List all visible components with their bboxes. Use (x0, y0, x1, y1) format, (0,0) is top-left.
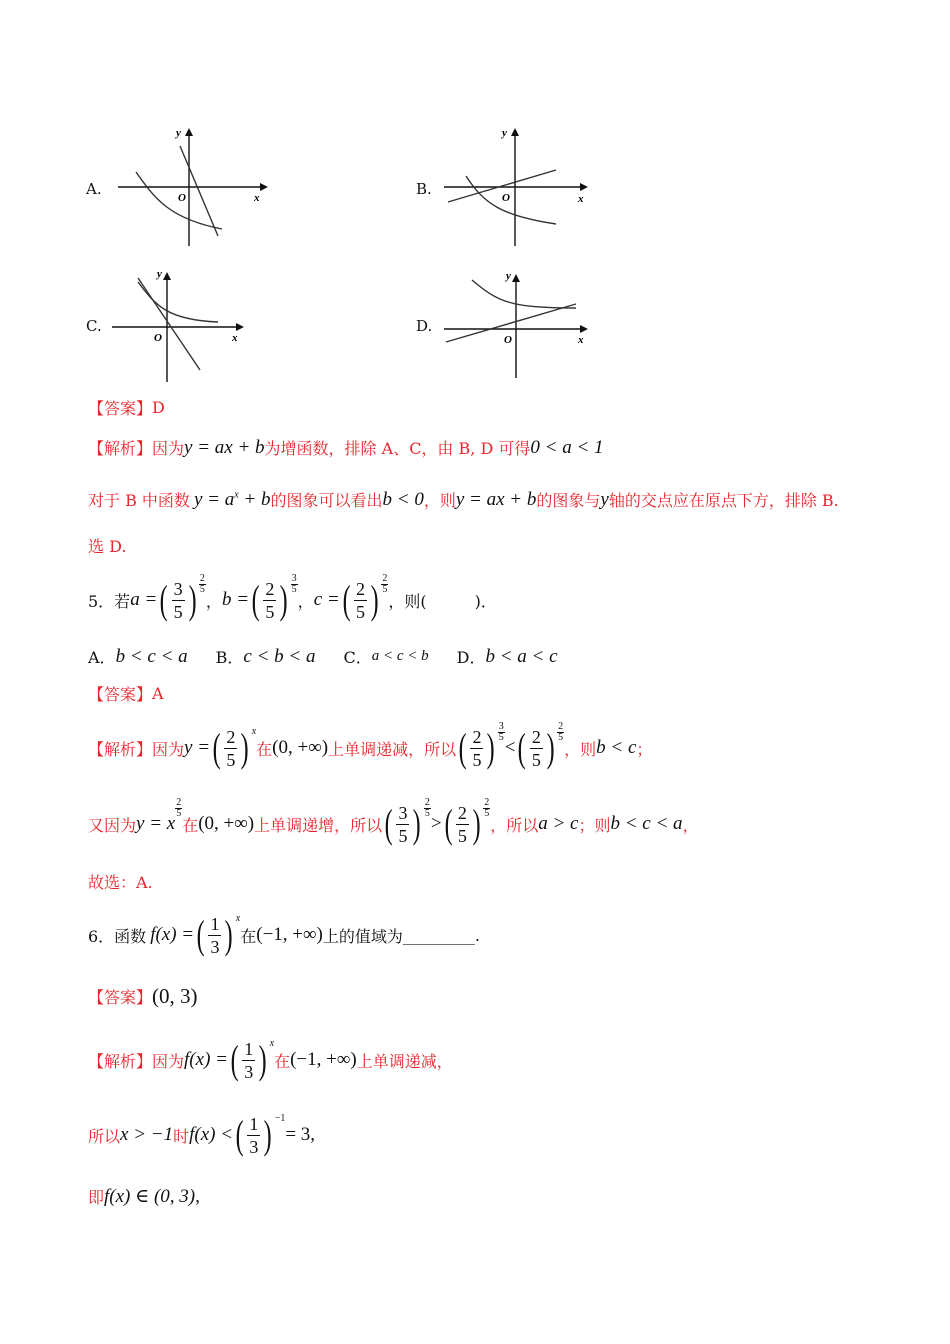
q5-text: 故选：A. (88, 873, 153, 892)
svg-text:y: y (506, 270, 511, 282)
q5-math: b = (221, 589, 250, 610)
q6-text: 在 (274, 1051, 291, 1071)
q5-text: 上单调递减，所以 (328, 739, 457, 759)
q4-text: ，则 (423, 491, 456, 510)
q5-text: 在 (256, 739, 273, 759)
q6-math: = 3, (285, 1124, 316, 1145)
q6-math: f(x) < (189, 1124, 234, 1145)
q5-option-d: b < a < c (485, 645, 558, 667)
axis-y-label: y (176, 127, 181, 139)
q5-stem: 5．若 (88, 591, 131, 611)
q5-math: 2 (199, 572, 205, 584)
q5-stem: ，则( )． (388, 591, 497, 611)
q4-text: 对于 B 中函数 (88, 491, 190, 510)
q5-math: y = (184, 737, 211, 758)
svg-text:y: y (157, 268, 162, 280)
q5-math: < (504, 737, 516, 758)
q5-text: ； (636, 739, 653, 759)
q5-answer-value: A (152, 684, 164, 703)
q5-math: 2 (558, 720, 564, 732)
q5-option-b: c < b < a (243, 645, 316, 667)
q5-math: 2 (265, 578, 275, 599)
q6-text: 所以 (88, 1126, 121, 1146)
q6-answer-tag: 【答案】 (88, 988, 153, 1007)
q6-stem: 在 (240, 926, 257, 946)
q5-math: 5 (457, 825, 467, 846)
q6-analysis-tag: 【解析】 (88, 1051, 153, 1071)
q5-math: 2 (472, 726, 482, 747)
q5-text: 在 (182, 815, 199, 835)
option-d-label: D. (416, 317, 433, 335)
q5-text: ；则 (578, 815, 611, 835)
q5-math: 2 (382, 572, 388, 584)
q5-math: 5 (498, 731, 504, 743)
q5-math: > (430, 813, 442, 834)
svg-text:y: y (502, 127, 507, 139)
q5-math: 5 (424, 807, 430, 819)
graph-a (110, 124, 270, 250)
q5-answer-tag: 【答案】 (88, 685, 153, 704)
svg-text:x: x (578, 193, 584, 205)
q5-math: a > c (538, 813, 579, 834)
q4-answer-tag: 【答案】 (88, 399, 153, 418)
q6-math: f(x) ∈ (0, 3), (104, 1186, 200, 1207)
q5-math: b < c < a (610, 813, 683, 834)
svg-text:x: x (578, 334, 584, 346)
q5-math: (0, +∞) (272, 737, 329, 758)
q6-math: x > −1 (120, 1124, 174, 1145)
option-b-label: B. (416, 180, 432, 198)
q4-math: b < 0 (382, 488, 424, 510)
q5-text: ，则 (564, 739, 597, 759)
q5-math: b < c (596, 737, 637, 758)
q5-math: 2 (457, 802, 467, 823)
q6-answer-value: (0, 3) (152, 984, 198, 1008)
q5-math: 2 (176, 796, 182, 808)
q5-math: 5 (291, 583, 297, 595)
svg-text:O: O (504, 334, 512, 346)
origin-label: O (178, 192, 186, 204)
q5-option-d-label: D． (456, 648, 486, 667)
q5-math: 2 (484, 796, 490, 808)
graph-c (108, 264, 258, 384)
q5-math: y = x (136, 813, 176, 834)
q6-math: 3 (244, 1061, 254, 1082)
q4-text: 的图象可以看出 (270, 491, 383, 510)
q6-text: 时 (173, 1126, 190, 1146)
q5-math: 2 (424, 796, 430, 808)
option-a-label: A. (86, 180, 102, 198)
q6-stem: 上的值域为 (322, 926, 403, 946)
q6-stem: 6．函数 (88, 926, 147, 946)
axis-x-label: x (254, 192, 260, 204)
graph-b (436, 124, 596, 250)
q5-analysis-tag: 【解析】 (88, 739, 153, 759)
q4-math: y = ax + b (455, 488, 537, 510)
q5-math: c = (313, 589, 340, 610)
q5-math: a = (130, 589, 158, 610)
q4-math: + b (238, 488, 271, 510)
q4-text: 的图象与 (536, 491, 601, 510)
q5-math: 3 (398, 802, 408, 823)
q6-math: x (269, 1038, 275, 1049)
q6-blank: _________. (402, 925, 480, 945)
q5-math: 5 (176, 807, 182, 819)
q5-option-c-label: C． (343, 648, 372, 667)
q5-math: (0, +∞) (198, 813, 255, 834)
q5-math: 5 (398, 825, 408, 846)
q6-math: −1 (274, 1113, 286, 1124)
q4-math: x (234, 489, 239, 501)
q5-math: 2 (226, 726, 236, 747)
q4-math: y (600, 488, 609, 510)
q5-option-a-label: A． (88, 648, 116, 667)
q4-text: 选 D. (88, 537, 127, 556)
q5-option-c: a < c < b (371, 648, 429, 664)
q6-text: 因为 (152, 1051, 185, 1071)
q4-math: y = ax + b (184, 436, 265, 458)
q4-analysis-tag: 【解析】 (88, 439, 153, 458)
q5-math: 3 (173, 578, 183, 599)
q5-math: 2 (356, 578, 366, 599)
q6-math: (−1, +∞) (290, 1049, 357, 1070)
q4-math: y = a (193, 488, 235, 510)
svg-text:O: O (502, 192, 510, 204)
q5-math: 5 (472, 749, 482, 770)
q6-text: 即 (88, 1188, 105, 1207)
q5-math: 5 (173, 601, 183, 622)
q4-answer-value: D (152, 398, 165, 417)
q5-math: 5 (356, 601, 366, 622)
q5-math: 5 (226, 749, 236, 770)
q5-math: 3 (291, 572, 297, 584)
svg-text:x: x (232, 332, 238, 344)
q6-math: x (235, 913, 241, 924)
q5-option-b-label: B． (215, 648, 244, 667)
q5-math: 5 (558, 731, 564, 743)
q5-math: 5 (484, 807, 490, 819)
q4-text: 轴的交点应在原点下方，排除 B. (608, 491, 839, 510)
q5-text: ，所以 (490, 815, 539, 835)
q5-text: ， (682, 815, 699, 835)
q5-math: 5 (382, 583, 388, 595)
q5-math: x (251, 726, 257, 737)
q6-math: 1 (210, 913, 220, 934)
q5-text: 又因为 (88, 815, 137, 835)
graph-d (440, 266, 600, 382)
q5-math: 5 (199, 583, 205, 595)
q6-math: 1 (244, 1038, 254, 1059)
option-c-label: C. (86, 317, 102, 335)
q6-math: 3 (210, 936, 220, 957)
q5-math: 5 (531, 749, 541, 770)
q6-math: 1 (249, 1113, 259, 1134)
q5-math: 3 (498, 720, 504, 732)
q4-text: 因为 (152, 439, 185, 458)
svg-text:O: O (154, 332, 162, 344)
q6-text: 上单调递减， (356, 1051, 453, 1071)
q6-math: 3 (249, 1136, 259, 1157)
q5-text: 上单调递增，所以 (254, 815, 383, 835)
q6-math: (−1, +∞) (256, 924, 323, 945)
q5-text: 因为 (152, 739, 185, 759)
q5-math: 5 (265, 601, 275, 622)
q4-text: 为增函数，排除 A、C，由 B, D 可得 (264, 439, 531, 458)
q5-math: 2 (531, 726, 541, 747)
q5-option-a: b < c < a (115, 645, 188, 667)
q6-math: f(x) = (184, 1049, 228, 1070)
q6-math: f(x) = (150, 924, 195, 945)
q4-math: 0 < a < 1 (530, 436, 604, 458)
